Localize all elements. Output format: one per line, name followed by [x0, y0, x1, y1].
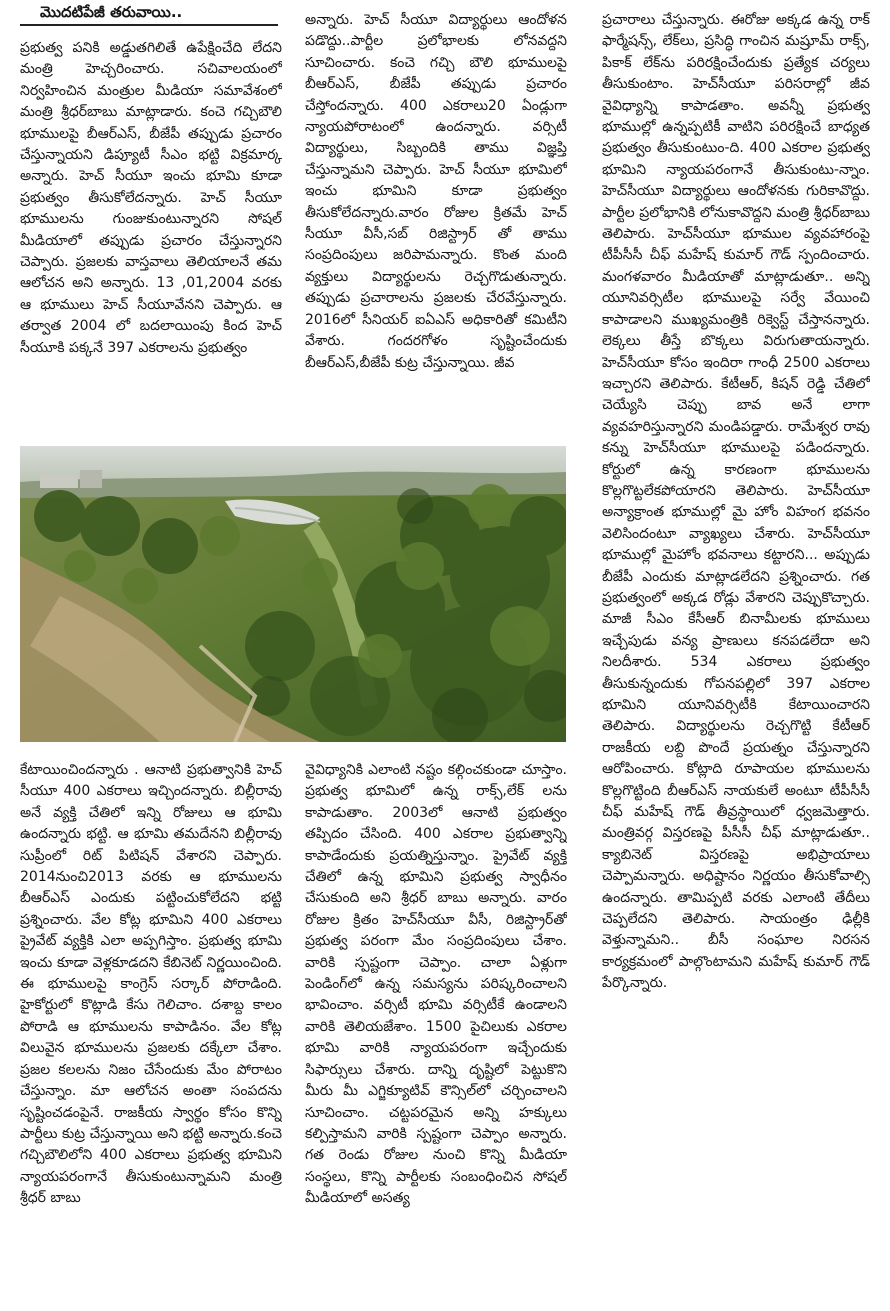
column-1-top-text: ప్రభుత్వ పనికి అడ్డుతగిలితే ఉపేక్షించేది లేదని మంత్రి హెచ్చరించారు. సచివాలయంలో నిర్వహించిన మంత్రుల మీడియా సమావేశంలో మంత్రి శ్రీధర్‌బాబు మాట్లాడారు. కంచె గచ్చిబౌలి భూములపై బీఆర్ఎస్, బీజేపీ తప్పుడు ప్రచారం చేస్తున్నాయని డిప్యూటీ సీఎం భట్టి విక్రమార్క అన్నారు. హెచ్ సీయూ ఇంచు భూమి కూడా ప్రభుత్వం తీసుకోలేదన్నారు. హెచ్ సీయూ భూములను గుంజుకుంటున్నారని సోషల్ మీడియాలో తప్పుడు ప్రచారం చేస్తున్నారని చెప్పారు. ప్రజలకు వాస్తవాలు తెలియాలనే తమ ఆలోచన అని అన్నారు. 13 ,01,2004 వరకు ఆ భూములు హెచ్ సీయూవేనని చెప్పారు. ఆ తర్వాత 2004 లో బదలాయింపు కింద హెచ్ సీయూకి పక్కనే 397 ఎకరాలను ప్రభుత్వం — [20, 40, 282, 356]
column-1-bottom — [20, 760, 282, 1302]
headline-underline — [20, 24, 278, 26]
column-2-bottom — [305, 760, 567, 1302]
column-1-bottom-text: కేటాయించిందన్నారు . ఆనాటి ప్రభుత్వానికి హెచ్ సీయూ 400 ఎకరాలు ఇచ్చిందన్నారు. బిల్లీరావు అనే వ్యక్తి చేతిలో ఇన్ని రోజులు ఆ భూమి ఉందన్నారు భట్టి. ఆ భూమి తమదేనని బిల్లీరావు సుప్రీంలో రిట్ పిటిషన్ వేశారని చెప్పారు. 2014నుంచి2013 వరకు ఆ భూములను బీఆర్ఎస్ ఎందుకు పట్టించుకోలేదని భట్టి ప్రశ్నించారు. వేల కోట్ల భూమిని 400 ఎకరాలు ప్రైవేట్ వ్యక్తికి ఎలా అప్పగిస్తాం. ప్రభుత్వ భూమి ఇంచు కూడా వెళ్లకూడదని కేబినెట్ నిర్ణయించింది. ఈ భూములపై కాంగ్రెస్ సర్కార్ పోరాడింది. హైకోర్టులో కొట్లాడి కేసు గెలిచాం. దశాబ్ద కాలం పోరాడి ఆ భూములను కాపాడినం. వేల కోట్ల విలువైన భూములను ప్రజలకు దక్కేలా చేశాం. ప్రజల కలలను నిజం చేసేందుకు మేం పోరాటం చేస్తున్నాం. మా ఆలోచన అంతా సంపదను సృష్టించడంపైనే. రాజకీయ స్వార్థం కోసం కొన్ని పార్టీలు కుట్ర చేస్తున్నాయి అని భట్టి అన్నారు.కంచె గచ్చిబౌలిలోని 400 ఎకరాలు ప్రభుత్వ భూమిని న్యాయపరంగానే తీసుకుంటున్నామని మంత్రి శ్రీధర్ బాబు — [20, 762, 282, 1207]
column-3-text: ప్రచారాలు చేస్తున్నారు. ఈరోజు అక్కడ ఉన్న రాక్ ఫార్మేషన్స్, లేక్‌లు, ప్రసిద్ధి గాంచిన మష్రూమ్ రాక్స్, పికాక్ లేక్‌ను పరిరక్షించేందుకు ప్రత్యేక చర్యలు తీసుకుంటాం. హెచ్‌సీయూ పరిసరాల్లో జీవ వైవిధ్యాన్ని కాపాడతాం. అవన్నీ ప్రభుత్వ భూముల్లో ఉన్నప్పటికీ వాటిని పరిరక్షించే బాధ్యత ప్రభుత్వం తీసుకుంటుం-ది. 400 ఎకరాల ప్రభుత్వ భూమిని న్యాయపరంగానే తీసుకుంటు-న్నాం. హెచ్‌సీయూ విద్యార్థులు ఆందోళనకు గురికావొద్దు. పార్టీల ప్రలోభానికి లోనుకావొద్దని మంత్రి శ్రీధర్‌బాబు తెలిపారు. హెచ్‌సీయూ భూముల వ్యవహారంపై టీపీసీసీ చీఫ్ మహేష్ కుమార్ గౌడ్ స్పందించారు. మంగళవారం మీడియాతో మాట్లాడుతూ.. అన్ని యూనివర్సిటీల భూములపై సర్వే వేయించి కాపాడాలని ముఖ్యమంత్రికి రిక్వెస్ట్ చేస్తానన్నారు. లెక్కలు తీస్తే బొక్కలు విరుగుతాయన్నారు. హెచ్‌సీయూ కోసం ఇందిరా గాంధీ 2500 ఎకరాలు ఇచ్చారని తెలిపారు. కేటీఆర్, కిషన్ రెడ్డి చేతిలో చెయ్యేసి చెప్పు బావ అనే లాగా వ్యవహరిస్తున్నారని మండిపడ్డారు. రామేశ్వర రావు కన్ను హెచ్‌సీయూ భూములపై పడిందన్నారు. కోర్టులో ఉన్న కారణంగా భూములను కొల్లగొట్టలేకపోయారని తెలిపారు. హెచ్‌సీయూ అన్యాక్రాంత భూముల్లో మై హోం విహంగ భవనం వెలిసిందంటూ వ్యాఖ్యలు చేశారు. హెచ్‌సీయూ భూముల్లో మైహోం భవనాలు కట్టారని... అప్పుడు బీజేపీ ఎందుకు మాట్లాడలేదని ప్రశ్నించారు. గత ప్రభుత్వంలో అక్కడ రోడ్లు వేశారని చెప్పుకొచ్చారు. మాజీ సీఎం కేసీఆర్ బినామీలకు భూములు ఇచ్చేపుడు వన్య ప్రాణులు కనపడలేదా అని నిలదీశారు. 534 ఎకరాలు ప్రభుత్వం తీసుకున్నందుకు గోపనపల్లిలో 397 ఎకరాల భూమిని యూనివర్సిటీకి కేటాయించారని తెలిపారు. విద్యార్థులను రెచ్చగొట్టి కేటీఆర్ రాజకీయ లబ్ది పొందే ప్రయత్నం చేస్తున్నారని ఆరోపించారు. కోట్లాది రూపాయల భూములను కొల్లగొట్టింది బీఆర్ఎస్ నాయకులే అంటూ టీపీసీసీ చీఫ్ మహేష్ గౌడ్ తీవ్రస్థాయిలో ధ్వజమెత్తారు. మంత్రివర్గ విస్తరణపై పీసీసీ చీఫ్ మాట్లాడుతూ.. క్యాబినెట్ విస్తరణపై అభిప్రాయాలు చెప్పామన్నారు. అధిష్టానం నిర్ణయం తీసుకోవాల్సి ఉందన్నారు. తామిప్పటి వరకు ఎలాంటి తేదీలు చెప్పలేదని తెలిపారు. సాయంత్రం ఢిల్లీకి వెళ్తున్నామని.. బీసీ సంఘాల నిరసన కార్యక్రమంలో పాల్గొంటామని మహేష్ కుమార్ గౌడ్ పేర్కొన్నారు. — [602, 12, 870, 992]
article-headline: మొదటిపేజీ తరువాయి.. — [40, 3, 183, 21]
column-2-top — [305, 10, 567, 442]
column-3 — [602, 10, 870, 1302]
column-2-bottom-text: వైవిధ్యానికి ఎలాంటి నష్టం కల్గించకుండా చూస్తాం. ప్రభుత్వ భూమిలో ఉన్న రాక్స్,లేక్ లను కాపాడుతాం. 2003లో ఆనాటి ప్రభుత్వం తప్పిదం చేసింది. 400 ఎకరాల ప్రభుత్వాన్ని కాపాడేందుకు ప్రయత్నిస్తున్నాం. ప్రైవేట్ వ్యక్తి చేతిలో ఉన్న భూమిని ప్రభుత్వ స్వాధీనం చేసుకుంది అని శ్రీధర్ బాబు అన్నారు. వారం రోజుల క్రితం హెచ్‌సీయూ వీసీ, రిజిస్ట్రార్‌తో ప్రభుత్వ పరంగా మేం సంప్రదింపులు చేశాం. వారికి స్పష్టంగా చెప్పాం. చాలా ఏళ్లుగా పెండింగ్‌లో ఉన్న సమస్యను పరిష్కరించాలని భావించాం. వర్సిటీ భూమి వర్సిటీకే ఉండాలని వారికి తెలియజేశాం. 1500 పైచిలుకు ఎకరాల భూమి వారికి న్యాయపరంగా ఇచ్చేందుకు సిఫార్సులు చేశారు. దాన్ని దృష్టిలో పెట్టుకొని మీరు మీ ఎగ్జిక్యూటివ్ కౌన్సిల్‌లో చర్చించాలని సూచించాం. చట్టపరమైన అన్ని హక్కులు కల్పిస్తామని వారికి స్పష్టంగా చెప్పాం అన్నారు. గత రెండు రోజుల నుంచి కొన్ని మీడియా సంస్థలు, కొన్ని పార్టీలకు సంబంధించిన సోషల్ మీడియాలో అసత్య — [305, 762, 567, 1207]
column-1-top — [20, 38, 282, 442]
aerial-landscape-photo — [20, 446, 566, 742]
column-2-top-text: అన్నారు. హెచ్ సీయూ విద్యార్థులు ఆందోళన పడొద్దు..పార్టీల ప్రలోభాలకు లోనవద్దని సూచించారు. కంచె గచ్చి బౌలి భూములపై బీఆర్ఎస్, బీజేపీ తప్పుడు ప్రచారం చేస్తోందన్నారు. 400 ఎకరాలు20 ఏండ్లుగా న్యాయపోరాటంలో ఉందన్నారు. వర్సిటీ విద్యార్థులు, సిబ్బందికి తాము విజ్ఞప్తి చేస్తున్నామని చెప్పారు. హెచ్ సీయూ భూమిలో ఇంచు భూమిని కూడా ప్రభుత్వం తీసుకోలేదన్నారు.వారం రోజుల క్రితమే హెచ్ సీయూ వీసీ,సబ్ రిజిస్ట్రార్ తో తాము సంప్రదింపులు జరిపామన్నారు. కొంత మంది వ్యక్తులు విద్యార్థులను రెచ్చగొడుతున్నారు. తప్పుడు ప్రచారాలను ప్రజలకు చేరవేస్తున్నారు. 2016లో సీనియర్ ఐఏఎస్ అధికారితో కమిటీని వేశారు. గందరగోళం సృష్టించేందుకు బీఆర్ఎస్,బీజేపీ కుట్ర చేస్తున్నాయి. జీవ — [305, 12, 567, 371]
